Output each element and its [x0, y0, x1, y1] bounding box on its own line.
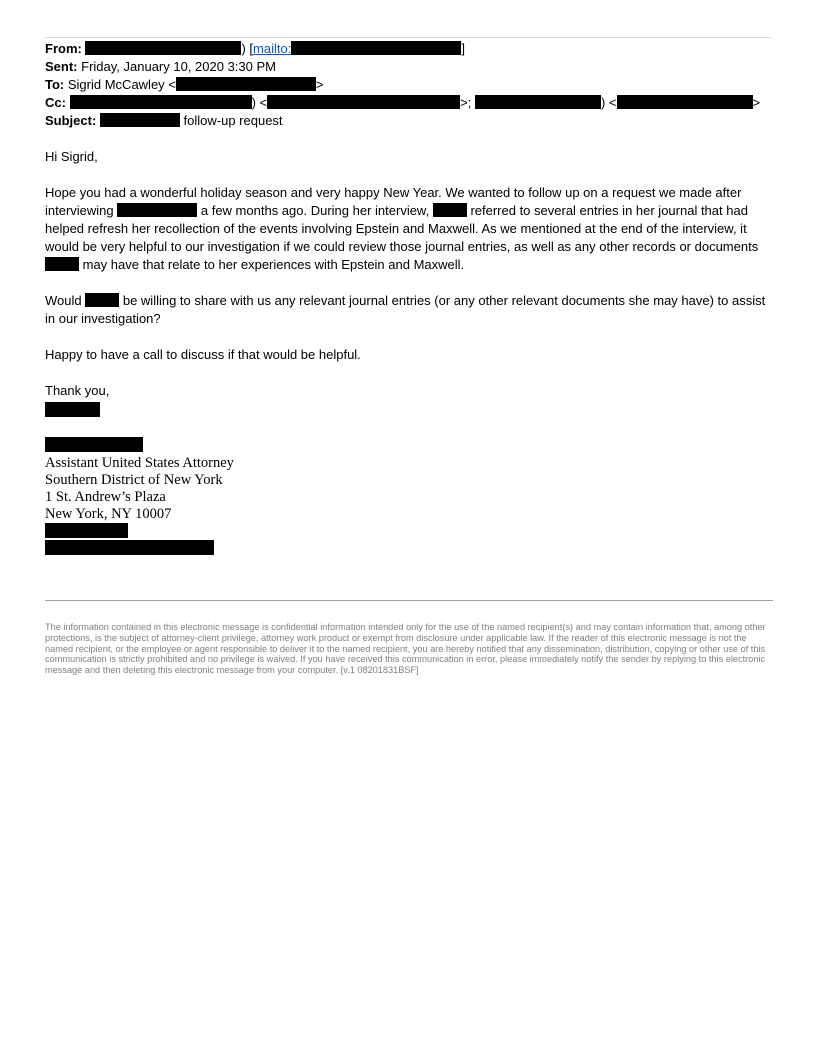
to-label: To: [45, 77, 65, 92]
redacted-name [433, 203, 467, 217]
redacted-full-name [45, 437, 143, 452]
greeting: Hi Sigrid, [45, 149, 98, 164]
subject-line [45, 112, 283, 130]
body-paragraph-1 [45, 184, 775, 274]
redacted-sender-email [291, 41, 461, 55]
closing: Thank you, [45, 383, 110, 398]
cc-label: Cc: [45, 95, 66, 110]
signature-street: 1 St. Andrew’s Plaza [45, 489, 166, 505]
redacted-signoff-name [45, 402, 100, 417]
p1-text-b: a few months ago. During her interview, [197, 203, 433, 218]
p2-text-b: be willing to share with us any relevant journal entries (or any other relevant documents she may have) to assist in our investigation? [45, 293, 766, 326]
p1-text-a: Hope you had a wonderful holiday season and very happy New Year. We wanted to follow up on a request we made after interviewing [45, 185, 742, 218]
redacted-cc-name-2 [475, 95, 601, 109]
body-paragraph-2 [45, 292, 775, 328]
redacted-name [117, 203, 197, 217]
sent-label: Sent: [45, 59, 78, 74]
from-end-text: ] [461, 41, 465, 56]
from-label: From: [45, 41, 82, 56]
top-divider [45, 37, 771, 38]
cc-separator-2: >; [460, 95, 475, 110]
body-paragraph-3: Happy to have a call to discuss if that would be helpful. [45, 347, 361, 362]
redacted-cc-name-1 [70, 95, 252, 109]
redacted-phone [45, 523, 128, 538]
redacted-recipient-email [176, 77, 316, 91]
confidentiality-disclaimer: The information contained in this electronic message is confidential information intended only for the use of the named recipient(s) and may contain information that, among other protections, is the subject of attorney-client privilege, attorney work product or exempt from disclosure under applicable law. If the reader of this electronic message is not the named recipient, or the employee or agent responsible to deliver it to the named recipient, you are hereby notified that any dissemination, distribution, copying or other use of this communication is strictly prohibited and no privilege is waived. If you have received this communication in error, please immediately notify the sender by replying to this electronic message and then deleting this electronic message from your computer. [v.1 08201831BSF] [45, 622, 766, 676]
redacted-name [85, 293, 119, 307]
signature-city: New York, NY 10007 [45, 506, 172, 522]
from-mid-text: ) [ [241, 41, 254, 56]
p1-text-c: referred to several entries in her journal that had helped refresh her recollection of the events involving Epstein and Maxwell. As we mentioned at the end of the interview, it would be very helpful to our investigation if we could review those journal entries, as well as any other records or documents [45, 203, 759, 254]
redacted-cc-email-2 [617, 95, 753, 109]
redacted-cc-email-1 [267, 95, 460, 109]
cc-separator-3: ) < [600, 95, 617, 110]
p2-text-a: Would [45, 293, 86, 308]
redacted-name [45, 257, 79, 271]
cc-end-text: > [752, 95, 761, 110]
redacted-subject-name [100, 113, 180, 127]
to-end-text: > [315, 77, 324, 92]
mailto-link[interactable]: mailto: [253, 41, 292, 56]
cc-separator-1: ) < [251, 95, 268, 110]
subject-value: follow-up request [183, 113, 283, 128]
signature-office: Southern District of New York [45, 472, 223, 488]
cc-line [45, 94, 760, 112]
to-line [45, 76, 323, 94]
sent-line [45, 58, 276, 76]
to-value: Sigrid McCawley < [67, 77, 176, 92]
signature-title: Assistant United States Attorney [45, 455, 234, 471]
redacted-sender-name [85, 41, 241, 55]
p1-text-d: may have that relate to her experiences with Epstein and Maxwell. [79, 257, 465, 272]
footer-divider [45, 600, 773, 601]
from-line [45, 40, 465, 58]
redacted-email [45, 540, 214, 555]
sent-value: Friday, January 10, 2020 3:30 PM [81, 59, 276, 74]
subject-label: Subject: [45, 113, 97, 128]
